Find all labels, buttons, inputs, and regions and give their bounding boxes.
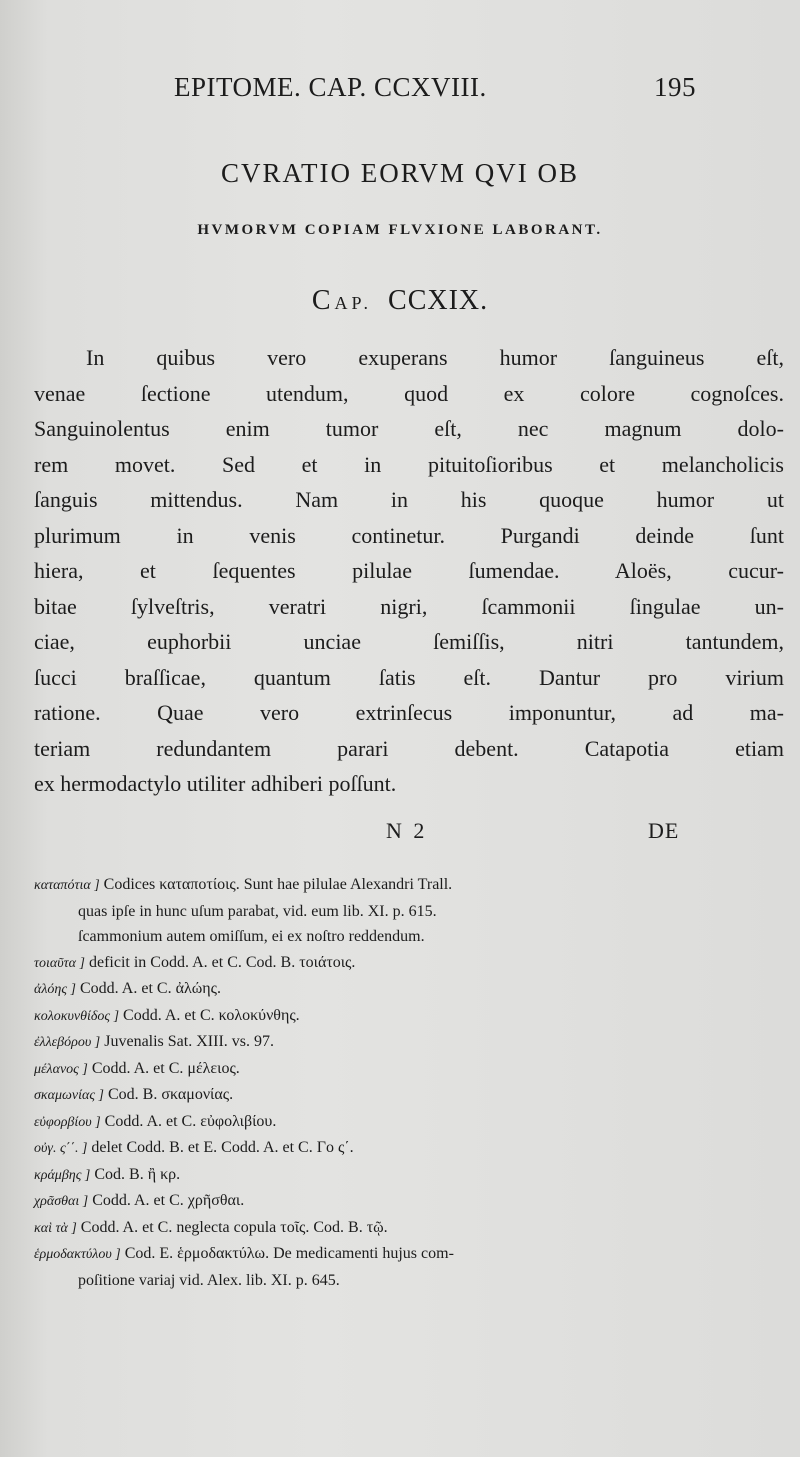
footnote-text: Codd. A. et C. εὐφολιβίου. bbox=[104, 1112, 277, 1130]
footnote-lemma: κράμβης ] bbox=[34, 1167, 91, 1183]
footnote-line bbox=[34, 1215, 788, 1242]
body-line: Sanguinolentus enim tumor eſt, nec magnum dolo- bbox=[34, 416, 784, 441]
footnote-lemma: σκαμωνίας ] bbox=[34, 1088, 104, 1103]
footnote-lemma: καταπότια ] bbox=[34, 878, 100, 893]
footnote-lemma: κολοκυνθίδος ] bbox=[34, 1008, 120, 1024]
chapter-number bbox=[0, 285, 800, 317]
body-line: plurimum in venis continetur. Purgandi deinde ſunt bbox=[34, 522, 784, 548]
footnote-lemma: ἐλλεβόρου ] bbox=[34, 1035, 101, 1050]
footnote-lemma: οὐγ. ς΄΄. ] bbox=[34, 1141, 88, 1156]
footnote-text: Codd. A. et C. χρῆσθαι. bbox=[92, 1192, 245, 1209]
footnote bbox=[34, 1029, 788, 1056]
footnote-line bbox=[34, 1029, 788, 1056]
footnote-text: Codd. A. et C. ἀλώης. bbox=[80, 980, 221, 997]
body-line: ciae, euphorbii unciae ſemiſſis, nitri tantundem, bbox=[34, 629, 784, 654]
footnotes bbox=[34, 872, 788, 1293]
footnote-text: Cod. B. σκαμονίας. bbox=[107, 1086, 234, 1103]
footnote-line bbox=[34, 976, 788, 1003]
footnote-text: Cod. B. ἢ κρ. bbox=[94, 1165, 181, 1183]
signature-line bbox=[0, 818, 800, 854]
footnote-text: Codd. A. et C. μέλειος. bbox=[91, 1059, 240, 1077]
chapter-title: CVRATIO EORVM QVI OB bbox=[220, 158, 580, 188]
footnote-lemma: μέλανος ] bbox=[34, 1061, 88, 1077]
body-line: In quibus vero exuperans humor ſanguineus eſt, bbox=[86, 345, 784, 370]
footnote-lemma: ἀλόης ] bbox=[34, 982, 76, 997]
footnote bbox=[34, 1188, 788, 1215]
footnote-lemma: καὶ τὰ ] bbox=[34, 1220, 77, 1236]
footnote-line bbox=[34, 1082, 788, 1109]
footnote-line bbox=[34, 899, 788, 925]
body-line: teriam redundantem parari debent. Catapotia etiam bbox=[34, 735, 784, 761]
footnote-text: Codd. A. et C. neglecta copula τοῖς. Cod. B. τῷ. bbox=[80, 1218, 388, 1236]
footnote-text: quas ipſe in hunc uſum parabat, vid. eum lib. XI. p. 615. bbox=[78, 902, 437, 920]
running-title: EPITOME. CAP. CCXVIII. bbox=[174, 72, 487, 102]
cap-rest: AP. bbox=[334, 293, 373, 313]
footnote-line bbox=[34, 950, 788, 977]
cap-roman-number: CCXIX. bbox=[388, 285, 489, 316]
footnote-line bbox=[34, 1135, 788, 1162]
footnote bbox=[34, 1082, 788, 1109]
page-number: 195 bbox=[654, 72, 696, 102]
footnote-line bbox=[34, 1109, 788, 1136]
footnote-text: Codices καταποτίοις. Sunt hae pilulae Alexandri Trall. bbox=[103, 876, 453, 893]
footnote bbox=[34, 950, 788, 977]
chapter-subtitle: HVMORVM COPIAM FLVXIONE LABORANT. bbox=[197, 222, 603, 238]
cap-initial: C bbox=[311, 285, 335, 316]
footnote bbox=[34, 1241, 788, 1293]
body-line: ſanguis mittendus. Nam in his quoque humor ut bbox=[34, 487, 784, 512]
body-paragraph bbox=[34, 340, 784, 802]
footnote-line bbox=[34, 1241, 788, 1268]
footnote-line bbox=[34, 1162, 788, 1189]
footnote-text: ſcammonium autem omiſſum, ei ex noſtro reddendum. bbox=[78, 928, 425, 945]
footnote-line bbox=[34, 872, 788, 899]
footnote bbox=[34, 1162, 788, 1189]
footnote bbox=[34, 1056, 788, 1083]
footnote-text: deficit in Codd. A. et C. Cod. B. τοιάτοις. bbox=[88, 953, 356, 971]
footnote-line bbox=[34, 924, 788, 950]
footnote-text: Juvenalis Sat. XIII. vs. 97. bbox=[104, 1033, 274, 1050]
footnote-text: poſitione variaj vid. Alex. lib. XI. p. 645. bbox=[78, 1271, 340, 1289]
footnote bbox=[34, 976, 788, 1003]
running-header bbox=[0, 72, 800, 112]
footnote bbox=[34, 1109, 788, 1136]
signature-mark: N 2 bbox=[386, 818, 428, 843]
body-line: ex hermodactylo utiliter adhiberi poſſunt. bbox=[34, 771, 397, 796]
footnote-text: delet Codd. B. et E. Codd. A. et C. Γο ς΄. bbox=[91, 1139, 354, 1156]
body-line: ratione. Quae vero extrinſecus imponuntur, ad ma- bbox=[34, 700, 784, 725]
footnote-lemma: χρᾶσθαι ] bbox=[34, 1194, 89, 1209]
footnote bbox=[34, 872, 788, 950]
footnote bbox=[34, 1215, 788, 1242]
body-line: venae ſectione utendum, quod ex colore cognoſces. bbox=[34, 380, 784, 406]
footnote-lemma: ἑρμοδακτύλου ] bbox=[34, 1247, 121, 1262]
body-line: ſucci braſſicae, quantum ſatis eſt. Dantur pro virium bbox=[34, 664, 784, 690]
catchword: DE bbox=[648, 818, 680, 843]
footnote-text: Cod. E. ἑρμοδακτύλω. De medicamenti hujus com- bbox=[124, 1245, 454, 1262]
footnote-line bbox=[34, 1188, 788, 1215]
footnote-line bbox=[34, 1268, 788, 1294]
footnote bbox=[34, 1003, 788, 1030]
body-line: rem movet. Sed et in pituitoſioribus et melancholicis bbox=[34, 451, 784, 477]
body-line: bitae ſylveſtris, veratri nigri, ſcammonii ſingulae un- bbox=[34, 593, 784, 619]
body-line: hiera, et ſequentes pilulae ſumendae. Aloës, cucur- bbox=[34, 558, 784, 583]
footnote bbox=[34, 1135, 788, 1162]
footnote-text: Codd. A. et C. κολοκύνθης. bbox=[123, 1006, 300, 1024]
footnote-line bbox=[34, 1003, 788, 1030]
footnote-lemma: τοιαῦτα ] bbox=[34, 955, 85, 971]
footnote-lemma: εὐφορβίου ] bbox=[34, 1114, 101, 1130]
footnote-line bbox=[34, 1056, 788, 1083]
